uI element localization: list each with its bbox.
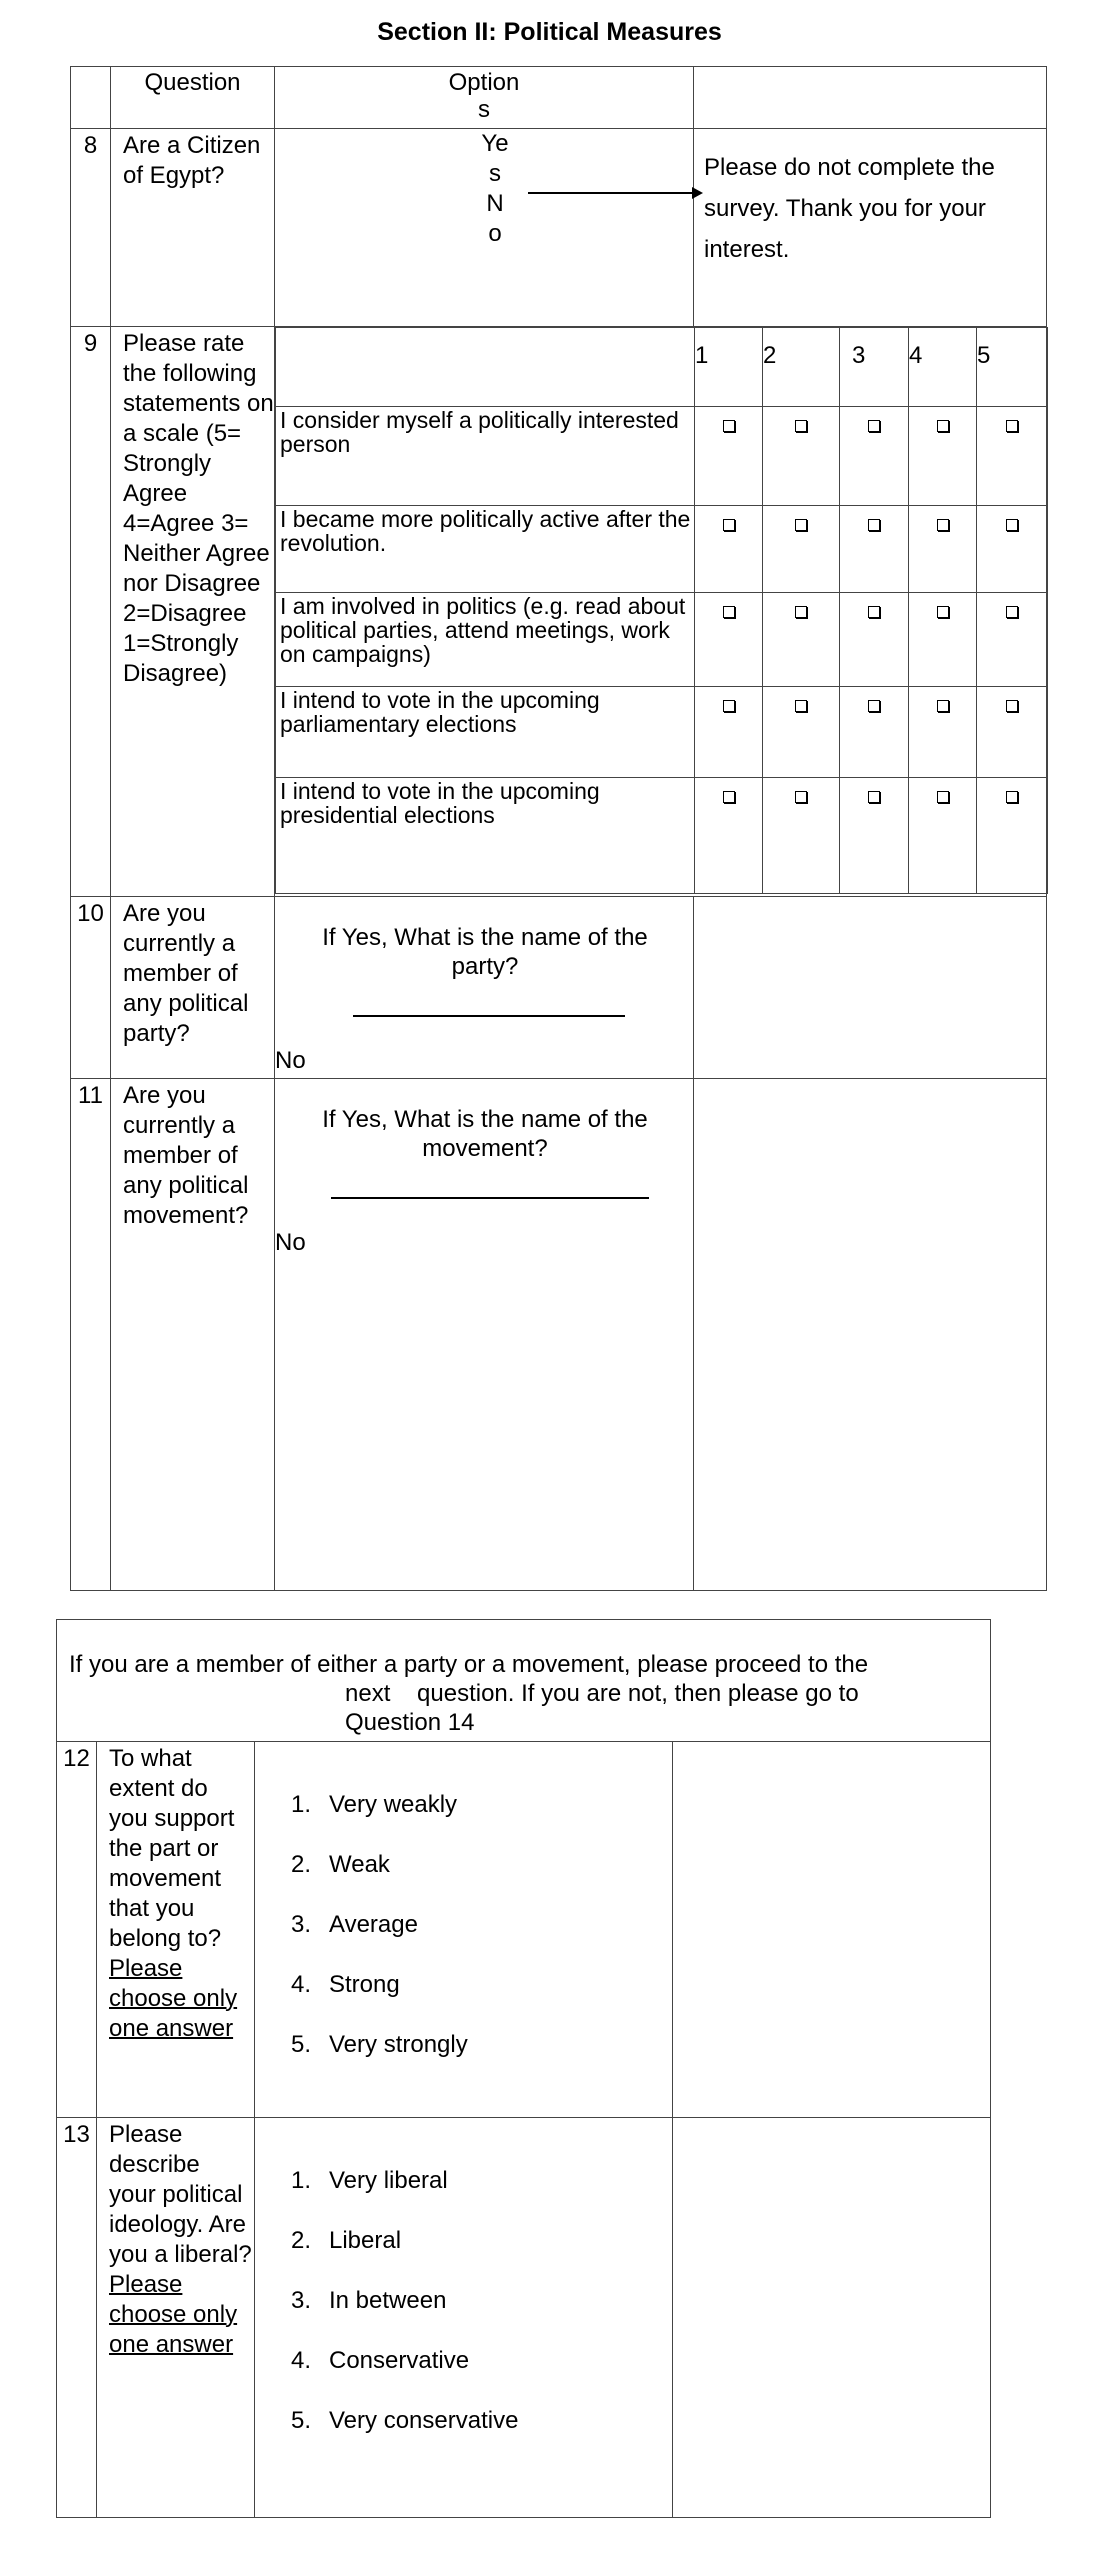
section-title: Section II: Political Measures — [377, 18, 722, 46]
instruction-row — [57, 1620, 991, 1742]
option-item[interactable]: 1. Very liberal — [291, 2167, 448, 2194]
checkbox-icon[interactable] — [723, 519, 735, 531]
question-10-row — [71, 897, 1047, 1079]
options-header: Option s — [275, 67, 694, 129]
q8-options — [275, 129, 694, 327]
no-option[interactable]: No — [275, 1047, 306, 1074]
checkbox-icon[interactable] — [795, 519, 807, 531]
arrow-right-icon — [528, 183, 703, 203]
rating-cell[interactable] — [695, 687, 763, 778]
rating-cell[interactable] — [840, 407, 909, 506]
rating-cell[interactable] — [977, 506, 1048, 593]
checkbox-icon[interactable] — [868, 606, 880, 618]
option-list — [291, 2166, 672, 2466]
question-9-row — [71, 327, 1047, 897]
checkbox-icon[interactable] — [723, 700, 735, 712]
scale-label: 5 — [977, 328, 1048, 407]
rating-cell[interactable] — [840, 593, 909, 687]
question-11-row — [71, 1079, 1047, 1591]
instruction-underlined: Please choose only one answer — [109, 2271, 238, 2358]
q12-options — [255, 1742, 673, 2118]
statement-text: I became more politically active after the revolution. — [276, 506, 695, 593]
q8-note: Please do not complete the survey. Thank you for your interest. — [694, 129, 1047, 327]
rating-cell[interactable] — [909, 687, 977, 778]
rating-cell[interactable] — [763, 407, 840, 506]
question-text: Are you currently a member of any political party? — [111, 897, 275, 1079]
checkbox-icon[interactable] — [937, 791, 949, 803]
question-13-row — [57, 2118, 991, 2518]
option-item[interactable]: 4. Strong — [291, 1971, 400, 1998]
no-option[interactable]: N o — [486, 190, 504, 247]
question-text: Are a Citizen of Egypt? — [111, 129, 275, 327]
question-text: Please describe your political ideology. Are you a liberal? Please choose only one answer — [97, 2118, 255, 2518]
question-number: 10 — [71, 897, 111, 1079]
rating-grid — [275, 327, 1047, 897]
question-text: To what extent do you support the part or movement that you belong to? Please choose only one answer — [97, 1742, 255, 2118]
q10-options — [275, 897, 694, 1079]
checkbox-icon[interactable] — [795, 700, 807, 712]
q11-options — [275, 1079, 694, 1591]
checkbox-icon[interactable] — [937, 700, 949, 712]
q13-options — [255, 2118, 673, 2518]
statement-row — [276, 593, 1048, 687]
checkbox-icon[interactable] — [723, 606, 735, 618]
rating-cell[interactable] — [695, 778, 763, 894]
rating-cell[interactable] — [695, 407, 763, 506]
question-number: 13 — [57, 2118, 97, 2518]
question-number: 12 — [57, 1742, 97, 2118]
statement-row — [276, 506, 1048, 593]
option-item[interactable]: 5. Very strongly — [291, 2031, 468, 2058]
option-item[interactable]: 3. In between — [291, 2287, 447, 2314]
checkbox-icon[interactable] — [868, 700, 880, 712]
yes-option[interactable]: Ye s — [481, 130, 509, 187]
rating-cell[interactable] — [763, 778, 840, 894]
checkbox-icon[interactable] — [795, 791, 807, 803]
checkbox-icon[interactable] — [937, 420, 949, 432]
statement-text: I intend to vote in the upcoming presidential elections — [276, 778, 695, 894]
scale-label: 3 — [840, 328, 909, 407]
checkbox-icon[interactable] — [937, 606, 949, 618]
checkbox-icon[interactable] — [937, 519, 949, 531]
instruction-text: If you are a member of either a party or a movement, please proceed to the next question. If you are not, then please go to Question 14 — [57, 1620, 991, 1742]
scale-label: 1 — [695, 328, 763, 407]
scale-label: 4 — [909, 328, 977, 407]
checkbox-icon[interactable] — [868, 519, 880, 531]
question-number: 9 — [71, 327, 111, 897]
option-item[interactable]: 2. Liberal — [291, 2227, 402, 2254]
rating-cell[interactable] — [909, 407, 977, 506]
followup-question: If Yes, What is the name of the movement? — [322, 1106, 648, 1162]
rating-cell[interactable] — [977, 778, 1048, 894]
no-option[interactable]: No — [275, 1229, 306, 1256]
answer-line[interactable] — [331, 1197, 649, 1199]
checkbox-icon[interactable] — [723, 791, 735, 803]
checkbox-icon[interactable] — [1006, 606, 1018, 618]
checkbox-icon[interactable] — [795, 420, 807, 432]
scale-label: 2 — [763, 328, 840, 407]
checkbox-icon[interactable] — [795, 606, 807, 618]
rating-cell[interactable] — [695, 593, 763, 687]
option-item[interactable]: 4. Conservative — [291, 2347, 470, 2374]
question-header: Question — [111, 67, 275, 129]
checkbox-icon[interactable] — [1006, 700, 1018, 712]
table-header-row — [71, 67, 1047, 129]
question-text: Are you currently a member of any political movement? — [111, 1079, 275, 1591]
checkbox-icon[interactable] — [1006, 519, 1018, 531]
rating-cell[interactable] — [909, 593, 977, 687]
option-list — [291, 1790, 672, 2090]
rating-cell[interactable] — [763, 593, 840, 687]
statement-text: I intend to vote in the upcoming parliamentary elections — [276, 687, 695, 778]
statement-row — [276, 778, 1048, 894]
question-text: Please rate the following statements on a scale (5= Strongly Agree 4=Agree 3= Neither Agree nor Disagree 2=Disagree 1=Strongly Disagree) — [111, 327, 275, 897]
followup-question: If Yes, What is the name of the party? — [322, 924, 648, 980]
checkbox-icon[interactable] — [1006, 420, 1018, 432]
question-number: 11 — [71, 1079, 111, 1591]
statement-row — [276, 687, 1048, 778]
question-8-row — [71, 129, 1047, 327]
question-number: 8 — [71, 129, 111, 327]
option-item[interactable]: 3. Average — [291, 1911, 418, 1938]
instruction-underlined: Please choose only one answer — [109, 1955, 238, 2042]
checkbox-icon[interactable] — [1006, 791, 1018, 803]
rating-cell[interactable] — [695, 506, 763, 593]
rating-cell[interactable] — [977, 407, 1048, 506]
rating-cell[interactable] — [977, 593, 1048, 687]
option-item[interactable]: 1. Very weakly — [291, 1791, 458, 1818]
rating-cell[interactable] — [840, 778, 909, 894]
checkbox-icon[interactable] — [868, 791, 880, 803]
political-measures-table — [70, 66, 1047, 1591]
rating-matrix — [275, 327, 1048, 894]
option-item[interactable]: 2. Weak — [291, 1851, 390, 1878]
statement-text: I consider myself a politically interested person — [276, 407, 695, 506]
rating-cell[interactable] — [840, 506, 909, 593]
answer-line[interactable] — [353, 1015, 625, 1017]
rating-cell[interactable] — [840, 687, 909, 778]
rating-cell[interactable] — [909, 506, 977, 593]
question-12-row — [57, 1742, 991, 2118]
checkbox-icon[interactable] — [723, 420, 735, 432]
statement-row — [276, 407, 1048, 506]
membership-table — [56, 1619, 991, 2518]
option-item[interactable]: 5. Very conservative — [291, 2407, 519, 2434]
rating-cell[interactable] — [977, 687, 1048, 778]
rating-cell[interactable] — [763, 506, 840, 593]
statement-text: I am involved in politics (e.g. read about political parties, attend meetings, work on campaigns) — [276, 593, 695, 687]
rating-cell[interactable] — [909, 778, 977, 894]
checkbox-icon[interactable] — [868, 420, 880, 432]
rating-cell[interactable] — [763, 687, 840, 778]
scale-header-row — [276, 328, 1048, 407]
